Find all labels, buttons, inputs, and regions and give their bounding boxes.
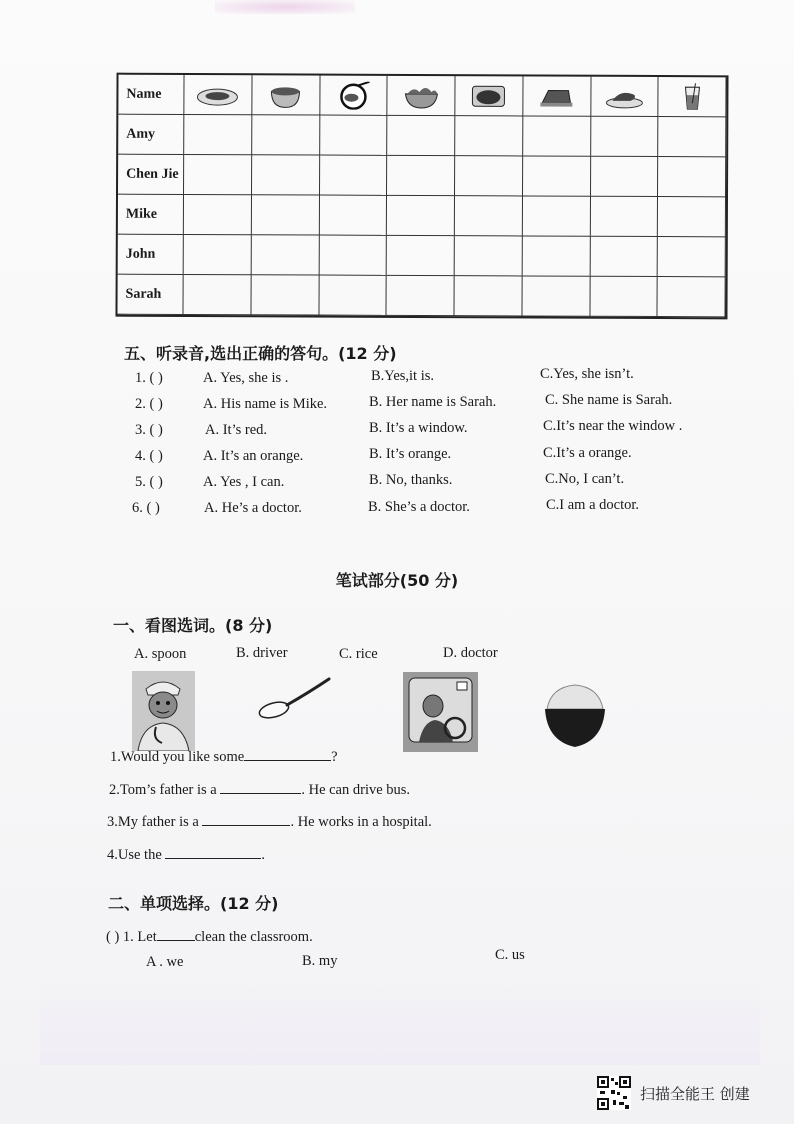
doctor-picture <box>132 671 195 751</box>
answer-cell[interactable] <box>590 157 658 197</box>
answer-cell[interactable] <box>320 156 388 196</box>
fill-blank-sentence <box>109 779 410 799</box>
answer-cell[interactable] <box>251 235 319 275</box>
word-option: A. spoon <box>134 646 187 662</box>
fill-blank-sentence <box>110 746 338 766</box>
answer-cell[interactable] <box>658 157 726 197</box>
question-stem: clean the classroom. <box>194 929 313 945</box>
option-b[interactable]: B. It’s orange. <box>369 446 452 462</box>
scan-shadow <box>40 985 760 1065</box>
answer-cell[interactable] <box>387 276 455 316</box>
answer-cell[interactable] <box>523 156 591 196</box>
answer-cell[interactable] <box>455 156 523 196</box>
sentence-text: 1.Would you like some <box>110 749 245 765</box>
option-c[interactable]: C.It’s a orange. <box>543 445 632 461</box>
qr-code-icon <box>597 1076 631 1110</box>
beef-plate-icon <box>455 76 523 116</box>
answer-cell[interactable] <box>252 195 320 235</box>
table-header-name: Name <box>118 75 184 115</box>
table-row-name: Mike <box>118 195 184 235</box>
answer-cell[interactable] <box>455 196 523 236</box>
noodle-plate-icon <box>320 76 388 116</box>
table-row-name: Sarah <box>117 275 183 315</box>
food-table <box>115 73 728 320</box>
fish-plate-icon <box>184 75 252 115</box>
answer-cell[interactable] <box>184 155 252 195</box>
option-c[interactable]: C.I am a doctor. <box>546 497 640 513</box>
option-c[interactable]: C. us <box>495 947 525 963</box>
option-b[interactable]: B. It’s a window. <box>369 420 468 436</box>
answer-cell[interactable] <box>387 156 455 196</box>
sentence-text: 2.Tom’s father is a <box>109 782 217 798</box>
option-a[interactable]: A. It’s red. <box>205 422 268 438</box>
answer-cell[interactable] <box>387 196 455 236</box>
option-a[interactable]: A . we <box>146 954 184 970</box>
answer-cell[interactable] <box>455 236 523 276</box>
answer-blank[interactable] <box>244 746 331 761</box>
option-c[interactable]: C. She name is Sarah. <box>545 392 673 408</box>
section2-title: 二、单项选择。(12 分) <box>108 894 279 913</box>
fill-blank-sentence <box>107 844 265 864</box>
answer-cell[interactable] <box>320 116 388 156</box>
answer-cell[interactable] <box>319 276 387 316</box>
option-c[interactable]: C.Yes, she isn’t. <box>540 366 634 382</box>
question-number: 2. ( ) <box>135 396 163 412</box>
salad-bowl-icon <box>388 76 456 116</box>
roast-chicken-icon <box>591 77 659 117</box>
spoon-picture <box>256 675 332 721</box>
sentence-text: . <box>261 847 266 863</box>
answer-blank[interactable] <box>157 926 195 941</box>
juice-glass-icon <box>659 77 727 117</box>
table-row-name: John <box>118 235 184 275</box>
question-stem: ( ) 1. Let <box>106 929 157 945</box>
answer-cell[interactable] <box>252 155 320 195</box>
answer-cell[interactable] <box>455 116 523 156</box>
word-option: C. rice <box>339 646 378 662</box>
option-a[interactable]: A. He’s a doctor. <box>204 500 302 516</box>
option-a[interactable]: A. Yes , I can. <box>203 474 285 490</box>
answer-cell[interactable] <box>454 276 522 316</box>
answer-cell[interactable] <box>522 276 590 316</box>
answer-cell[interactable] <box>183 275 251 315</box>
answer-cell[interactable] <box>319 236 387 276</box>
question-number: 4. ( ) <box>135 448 163 464</box>
sentence-text: ? <box>331 749 338 765</box>
answer-cell[interactable] <box>184 195 252 235</box>
scanner-watermark: 扫描全能王 创建 <box>640 1085 750 1103</box>
driver-picture <box>403 672 478 752</box>
question-number: 5. ( ) <box>135 474 163 490</box>
answer-cell[interactable] <box>523 196 591 236</box>
written-section-title: 笔试部分(50 分) <box>335 571 459 590</box>
table-row-name: Amy <box>118 115 184 155</box>
table-row-name: Chen Jie <box>118 155 184 195</box>
option-b[interactable]: B. my <box>302 953 338 969</box>
question-number: 6. ( ) <box>132 500 160 516</box>
answer-blank[interactable] <box>220 779 301 794</box>
option-a[interactable]: A. His name is Mike. <box>203 396 328 412</box>
option-a[interactable]: A. It’s an orange. <box>203 448 304 464</box>
question-number: 3. ( ) <box>135 422 163 438</box>
word-option: B. driver <box>236 645 288 661</box>
section1-title: 一、看图选词。(8 分) <box>113 616 273 635</box>
answer-cell[interactable] <box>658 117 726 157</box>
word-option: D. doctor <box>443 645 498 661</box>
answer-cell[interactable] <box>387 116 455 156</box>
bread-icon <box>523 76 591 116</box>
answer-cell[interactable] <box>184 115 252 155</box>
answer-cell[interactable] <box>387 236 455 276</box>
answer-cell[interactable] <box>251 275 319 315</box>
answer-cell[interactable] <box>184 235 252 275</box>
answer-cell[interactable] <box>590 197 658 237</box>
ink-smudge <box>215 0 355 14</box>
answer-cell[interactable] <box>319 196 387 236</box>
option-b[interactable]: B. Her name is Sarah. <box>369 394 497 410</box>
choice-question <box>106 926 313 946</box>
sentence-text: . He works in a hospital. <box>290 814 432 830</box>
answer-cell[interactable] <box>523 116 591 156</box>
soup-bowl-icon <box>252 75 320 115</box>
fill-blank-sentence <box>107 811 432 831</box>
sentence-text: 4.Use the <box>107 847 162 863</box>
answer-cell[interactable] <box>658 197 726 237</box>
rice-bowl-picture <box>543 681 607 749</box>
option-c[interactable]: C.No, I can’t. <box>545 471 625 487</box>
sentence-text: . He can drive bus. <box>301 782 411 798</box>
answer-cell[interactable] <box>252 115 320 155</box>
question-number: 1. ( ) <box>135 370 163 386</box>
option-b[interactable]: B. No, thanks. <box>369 472 453 488</box>
answer-cell[interactable] <box>658 237 726 277</box>
answer-cell[interactable] <box>658 277 726 317</box>
answer-cell[interactable] <box>591 117 659 157</box>
option-a[interactable]: A. Yes, she is . <box>203 370 289 386</box>
option-b[interactable]: B.Yes,it is. <box>371 368 434 384</box>
option-c[interactable]: C.It’s near the window . <box>543 418 683 434</box>
sentence-text: 3.My father is a <box>107 814 199 830</box>
answer-cell[interactable] <box>590 237 658 277</box>
section5-title: 五、听录音,选出正确的答句。(12 分) <box>124 344 397 363</box>
option-b[interactable]: B. She’s a doctor. <box>368 499 470 515</box>
answer-cell[interactable] <box>590 277 658 317</box>
answer-cell[interactable] <box>522 236 590 276</box>
answer-blank[interactable] <box>202 811 290 826</box>
answer-blank[interactable] <box>165 844 261 859</box>
